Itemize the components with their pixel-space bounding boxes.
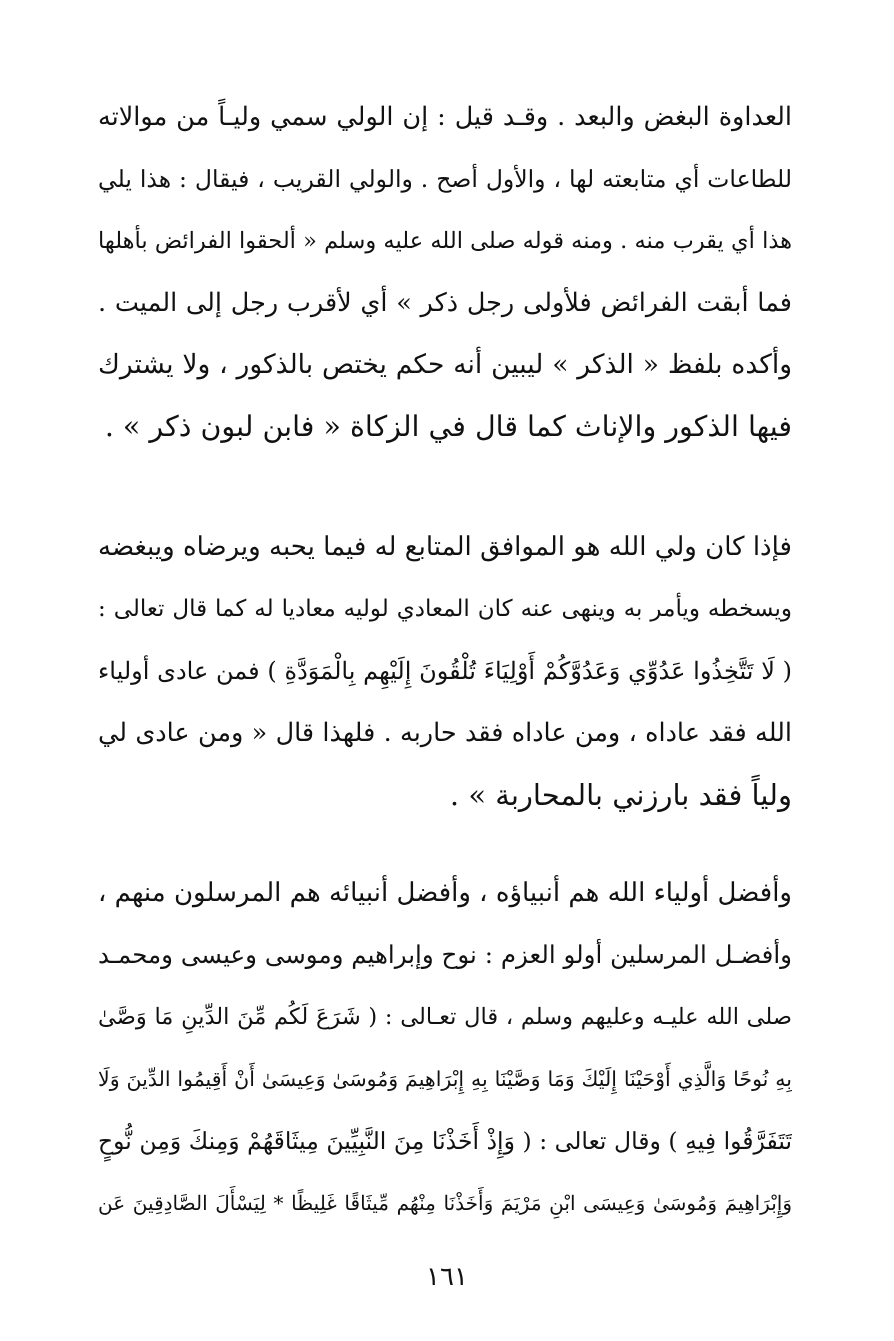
text-line: وأفضـل المرسلين أولو العزم : نوح وإبراهيم وموسى وعيسى ومحمـد (98, 940, 792, 969)
text-line-quran: ( لَا تَتَّخِذُوا عَدُوِّي وَعَدُوَّكُمْ أَوْلِيَاءَ تُلْقُونَ إِلَيْهِم بِالْمَوَدَّةِ ) فمن عادى أولياء (98, 657, 792, 685)
paragraph-3 (98, 862, 792, 1234)
text-line: فإذا كان ولي الله هو الموافق المتابع له فيما يحبه ويرضاه ويبغضه (98, 532, 792, 562)
text-line: هذا أي يقرب منه . ومنه قوله صلى الله عليه وسلم « ألحقوا الفرائض بأهلها (98, 228, 792, 254)
text-line-quran: بِهِ نُوحًا وَالَّذِي أَوْحَيْنَا إِلَيْكَ وَمَا وَصَّيْنَا بِهِ إِبْرَاهِيمَ وَمُوسَىٰ وَعِيسَىٰ أَنْ أَقِيمُوا الدِّينَ وَلَا (98, 1067, 792, 1091)
page-number: ١٦١ (426, 1262, 468, 1292)
paragraph-2 (98, 516, 792, 826)
text-line: وأفضل أولياء الله هم أنبياؤه ، وأفضل أنبيائه هم المرسلون منهم ، (98, 878, 792, 908)
text-line: فيها الذكور والإناث كما قال في الزكاة « فابن لبون ذكر » . (104, 410, 792, 443)
paragraph-1 (98, 86, 792, 458)
text-line: للطاعات أي متابعته لها ، والأول أصح . والولي القريب ، فيقال : هذا يلي (98, 165, 792, 193)
text-line: ولياً فقد بارزني بالمحاربة » . (449, 778, 792, 812)
text-line: الله فقد عاداه ، ومن عاداه فقد حاربه . فلهذا قال « ومن عادى لي (98, 718, 792, 748)
text-line-quran: وَإِبْرَاهِيمَ وَمُوسَىٰ وَعِيسَى ابْنِ مَرْيَمَ وَأَخَذْنَا مِنْهُم مِّيثَاقًا غَلِيظًا * لِيَسْأَلَ الصَّادِقِينَ عَن (98, 1191, 792, 1215)
text-line: فما أبقت الفرائض فلأولى رجل ذكر » أي لأقرب رجل إلى الميت . (98, 288, 792, 318)
text-line: وأكده بلفظ « الذكر » ليبين أنه حكم يختص بالذكور ، ولا يشترك (98, 349, 792, 380)
text-line-quran: صلى الله عليـه وعليهم وسلم ، قال تعـالى : ( شَرَعَ لَكُم مِّنَ الدِّينِ مَا وَصَّىٰ (98, 1004, 792, 1030)
text-line-quran: تَتَفَرَّقُوا فِيهِ ) وقال تعالى : ( وَإِذْ أَخَذْنَا مِنَ النَّبِيِّينَ مِيثَاقَهُمْ وَمِنكَ وَمِن نُّوحٍ (98, 1127, 792, 1155)
text-line: ويسخطه ويأمر به وينهى عنه كان المعادي لوليه معاديا له كما قال تعالى : (98, 596, 792, 622)
text-line: العداوة البغض والبعد . وقـد قيل : إن الولي سمي وليـاً من موالاته (98, 102, 792, 132)
